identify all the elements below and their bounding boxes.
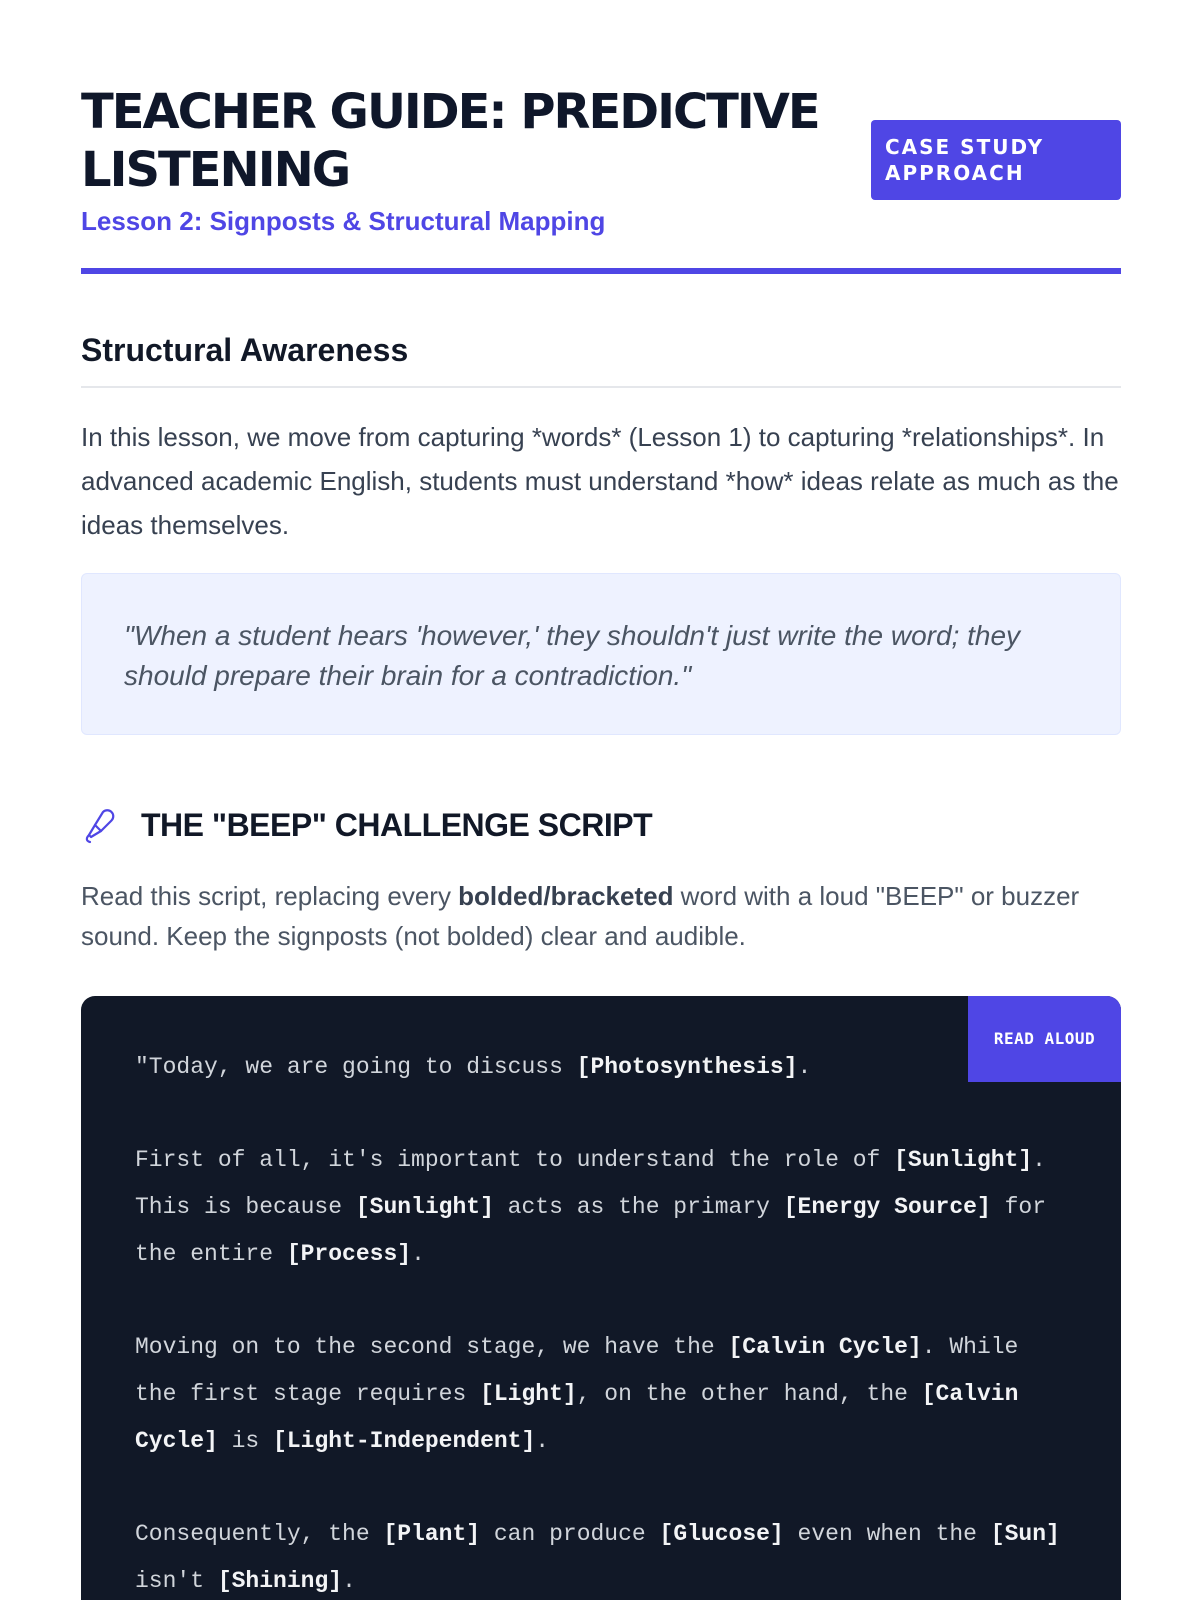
script-text: Moving on to the second stage, we have the [135,1334,729,1360]
script-paragraph [135,1137,1067,1278]
script-text: . [411,1241,425,1267]
script-text: even when the [783,1521,991,1547]
read-aloud-badge: READ ALOUD [968,996,1121,1082]
beep-keyword: [Light] [480,1381,577,1407]
beep-keyword: [Energy Source] [783,1194,991,1220]
script-text: can produce [480,1521,660,1547]
beep-challenge-title: THE "BEEP" CHALLENGE SCRIPT [141,807,653,843]
quote-text: "When a student hears 'however,' they shouldn't just write the word; they should prepare their brain for a contradiction." [124,620,1021,691]
beep-keyword: [Glucose] [659,1521,784,1547]
script-text: . While the first stage requires [135,1334,1019,1407]
script-text: . This is because [135,1147,1046,1220]
script-instructions [81,876,1121,956]
beep-keyword: [Sunlight] [894,1147,1033,1173]
script-text: , on the other hand, the [576,1381,922,1407]
script-paragraph [135,1511,1067,1600]
beep-keyword: [Calvin Cycle] [135,1381,1019,1454]
script-text: . [797,1054,812,1080]
script-text: for the entire [135,1194,1046,1267]
script-text: is [217,1428,274,1454]
case-study-badge: CASE STUDY APPROACH [871,120,1121,200]
microphone-icon [81,805,121,845]
beep-keyword: [Plant] [383,1521,481,1547]
script-text: isn't [135,1568,218,1594]
quote-callout [81,573,1121,735]
script-body [135,1044,1067,1600]
instructions-bold: bolded/bracketed [458,881,674,911]
instructions-text-end: word with a loud "BEEP" or buzzer sound. Keep the signposts (not bolded) clear and audible. [81,881,1080,951]
lesson-subtitle: Lesson 2: Signposts & Structural Mapping [81,206,606,236]
read-aloud-script [81,996,1121,1600]
script-paragraph [135,1044,1067,1091]
script-text: "Today, we are going to discuss [135,1054,577,1080]
script-text: acts as the primary [493,1194,784,1220]
beep-keyword: [Sunlight] [355,1194,494,1220]
page-title: TEACHER GUIDE: PREDICTIVE LISTENING [81,84,819,198]
script-paragraph [135,1324,1067,1465]
script-text: . [342,1568,356,1594]
guide-header [81,0,1121,274]
beep-challenge-header [81,800,1121,850]
beep-keyword: [Light-Independent] [273,1428,536,1454]
beep-keyword: [Sun] [990,1521,1060,1547]
script-text: First of all, it's important to understand the role of [135,1147,895,1173]
instructions-text: Read this script, replacing every [81,881,459,911]
guide-content [81,0,1121,1594]
section-title: Structural Awareness [81,326,1121,388]
script-text: . [535,1428,550,1454]
script-text: Consequently, the [135,1521,384,1547]
intro-paragraph: In this lesson, we move from capturing *words* (Lesson 1) to capturing *relationships*. In advanced academic English, students must understand *how* ideas relate as much as the ideas themselves. [81,422,1119,540]
beep-keyword: [Photosynthesis] [576,1054,798,1080]
beep-keyword: [Calvin Cycle] [728,1334,922,1360]
beep-keyword: [Process] [286,1241,412,1267]
beep-keyword: [Shining] [217,1568,343,1594]
